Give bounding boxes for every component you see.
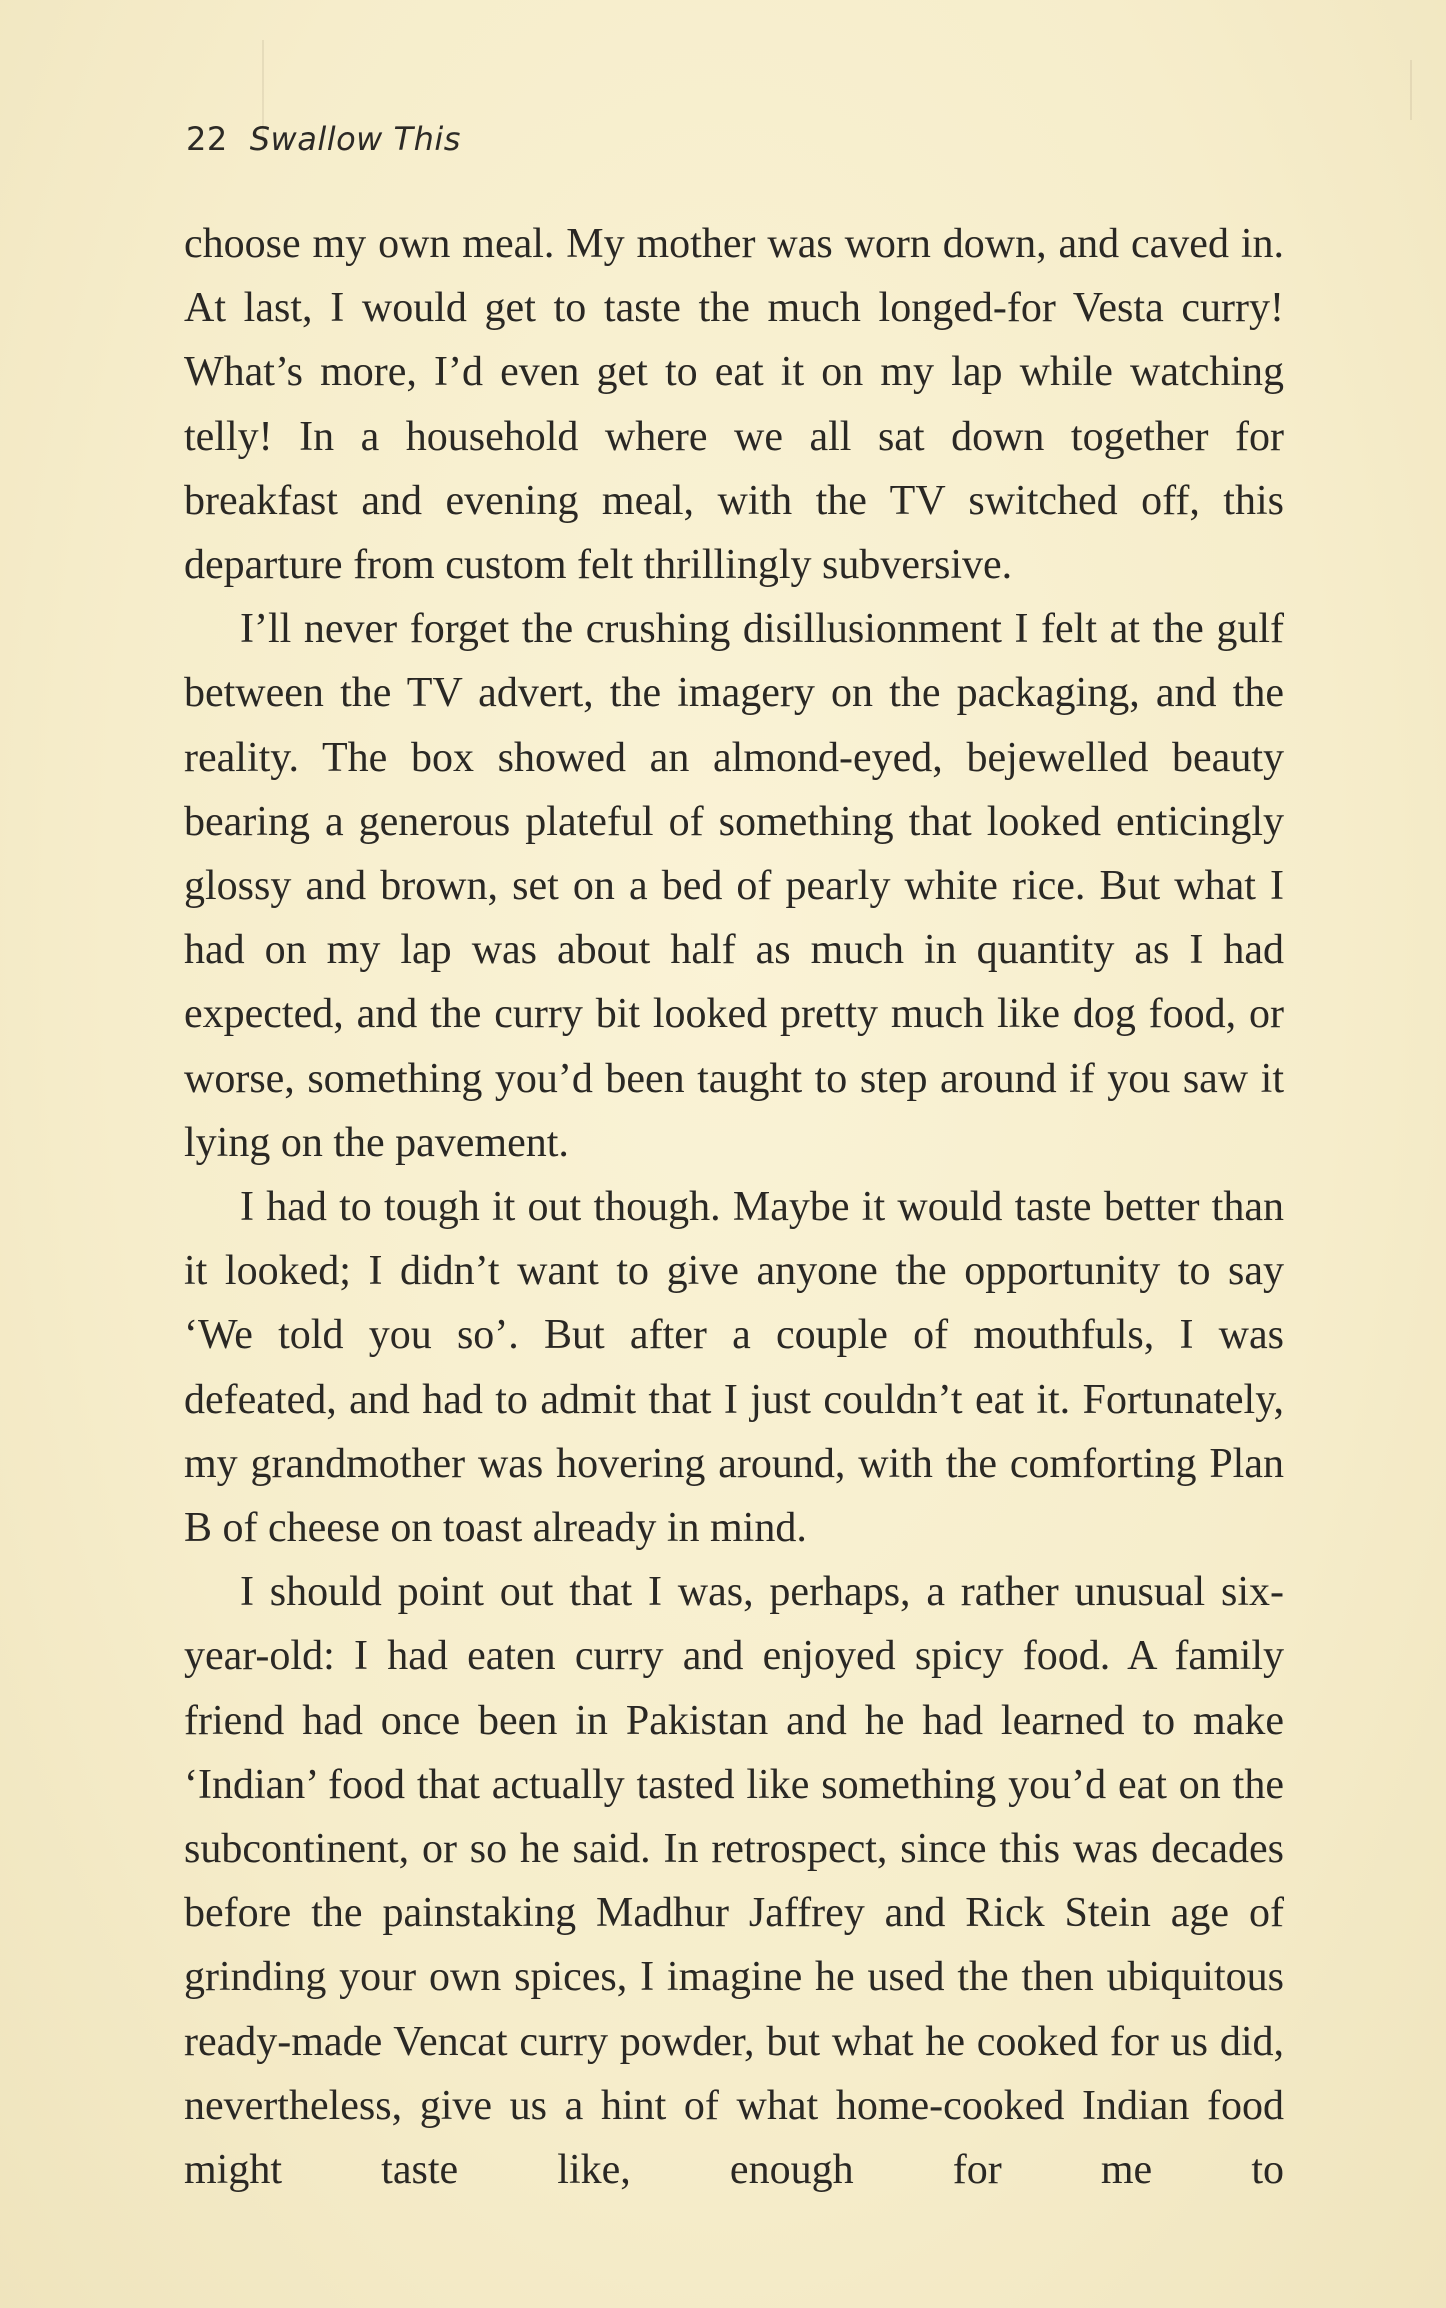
page-number: 22: [186, 120, 228, 158]
scan-crease-right: [1410, 60, 1412, 120]
running-head: [186, 120, 461, 158]
book-title: Swallow This: [249, 120, 461, 158]
body-text: [184, 212, 1284, 2202]
paragraph: I’ll never forget the crushing disillusionment I felt at the gulf between the TV advert, the imagery on the packaging, and the reality. The box showed an almond-eyed, bejewelled beauty bearing a generous plateful of something that looked enticingly glossy and brown, set on a bed of pearly white rice. But what I had on my lap was about half as much in quantity as I had expected, and the curry bit looked pretty much like dog food, or worse, something you’d been taught to step around if you saw it lying on the pavement.: [184, 606, 1284, 1166]
paragraph: I had to tough it out though. Maybe it would taste better than it looked; I didn’t want to give anyone the opportunity to say ‘We told you so’. But after a couple of mouthfuls, I was defeated, and had to admit that I just couldn’t eat it. Fortunately, my grandmother was hovering around, with the comforting Plan B of cheese on toast already in mind.: [184, 1184, 1284, 1552]
paragraph: choose my own meal. My mother was worn down, and caved in. At last, I would get to taste the much longed-for Vesta curry! What’s more, I’d even get to eat it on my lap while watching telly! In a household where we all sat down together for breakfast and evening meal, with the TV switched off, this departure from custom felt thrillingly subversive.: [184, 221, 1284, 589]
paragraph: I should point out that I was, perhaps, a rather unusual six-year-old: I had eaten curry and enjoyed spicy food. A family friend had once been in Pakistan and he had learned to make ‘Indian’ food that actually tasted like something you’d eat on the subcontinent, or so he said. In retrospect, since this was decades before the painstaking Madhur Jaffrey and Rick Stein age of grinding your own spices, I imagine he used the then ubiquitous ready-made Vencat curry powder, but what he cooked for us did, nevertheless, give us a hint of what home-cooked Indian food might taste like, enough for me to: [184, 1569, 1284, 2194]
